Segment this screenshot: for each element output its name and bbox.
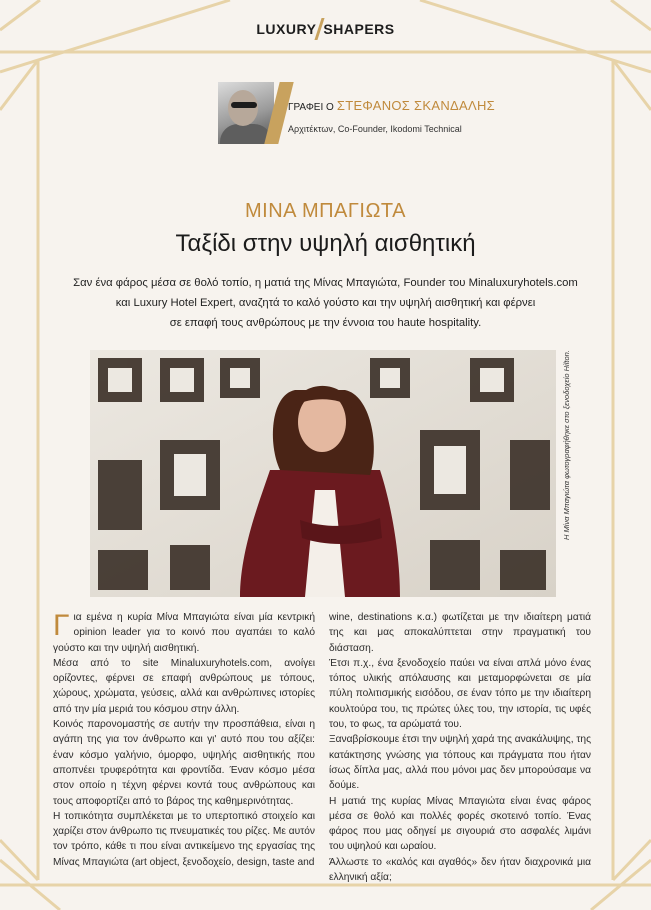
body-paragraph: Η τοπικότητα συμπλέκεται με το υπερτοπικό στοιχείο και χαρίζει στον άνθρωπο τις πνευματικές του ρίζες. Με αυτόν τον τρόπο, κάθε τι που είναι αντικείμενο της εργασίας της Μίνας Μπαγιώτα (art object, ξενοδοχείο, design, taste and <box>53 810 315 868</box>
body-paragraph <box>53 610 315 656</box>
body-paragraph: Κοινός παρονομαστής σε αυτήν την προσπάθεια, είναι η αγάπη της για τον άνθρωπο και γι' αυτό που του αξίζει: έναν κόσμο γαλήνιο, όμορφο, υψηλής αισθητικής που αποπνέει τρυφερότητα και φροντίδα. Έναν κόσμο μέσα στον οποίο η τέχνη φέρνει κοντά τους ανθρώπους και τους αποφορτίζει από το βάρος της καθημερινότητας. <box>53 719 315 807</box>
lede-line: Σαν ένα φάρος μέσα σε θολό τοπίο, η ματιά της Μίνας Μπαγιώτα, Founder του Minaluxuryhotels.com <box>73 277 578 289</box>
body-paragraph: Μέσα από το site Minaluxuryhotels.com, ανοίγει ορίζοντες, φέρνει σε επαφή ανθρώπους με τόπους, χώρους, χρώματα, γεύσεις, αλλά και ανθρώπινες ιστορίες από την μία μεριά του κόσμου στην άλλη. <box>53 657 315 715</box>
body-paragraph: wine, destinations κ.α.) φωτίζεται με την ιδιαίτερη ματιά της και μας αποκαλύπτεται στην πραγματική του διάσταση. <box>329 612 591 654</box>
photo-caption <box>552 350 572 597</box>
author-byline <box>218 82 498 146</box>
article-body <box>53 610 619 900</box>
drop-cap: Γ <box>53 609 70 642</box>
byline-prefix: ΓΡΑΦΕΙ Ο <box>288 102 334 113</box>
body-paragraph: Άλλωστε το «καλός και αγαθός» δεν ήταν διαχρονικά μια ελληνική αξία; <box>329 856 591 884</box>
right-column <box>329 610 591 885</box>
lede-line: σε επαφή τους ανθρώπους με την έννοια του haute hospitality. <box>169 317 482 329</box>
author-name-line <box>288 98 495 113</box>
paragraph-text: ια εμένα η κυρία Μίνα Μπαγιώτα είναι μία κεντρική opinion leader για το κοινό που αγαπάει το καλό γούστο και την υψηλή αισθητική. <box>53 612 315 654</box>
body-paragraph: Η ματιά της κυρίας Μίνας Μπαγιώτα είναι ένας φάρος μέσα σε θολό και πολλές φορές σκοτεινό τοπίο. Ένας φάρος που μας οδηγεί με σιγουριά στο ασφαλές λιμάνι του υψηλού και ωραίου. <box>329 795 591 853</box>
author-name: ΣΤΕΦΑΝΟΣ ΣΚΑΝΔΑΛΗΣ <box>336 98 495 113</box>
brand-right: SHAPERS <box>323 21 395 37</box>
article-title: Ταξίδι στην υψηλή αισθητική <box>175 230 476 257</box>
body-paragraph: Ξαναβρίσκουμε έτσι την υψηλή χαρά της ανακάλυψης, της κατάκτησης γνώσης για τόπους και πράγματα που ήταν ίσως δίπλα μας, αλλά που μόνοι μας δεν μπορούσαμε να δούμε. <box>329 734 591 792</box>
magazine-header <box>0 18 651 40</box>
author-role: Αρχιτέκτων, Co-Founder, Ikodomi Technical <box>288 124 462 134</box>
lede-line: και Luxury Hotel Expert, αναζητά το καλό γούστο και την υψηλή αισθητική και φέρνει <box>115 297 536 309</box>
article-kicker: ΜΙΝΑ ΜΠΑΓΙΩΤΑ <box>245 200 406 222</box>
brand-left: LUXURY <box>256 21 317 37</box>
photo-caption-text: Η Μίνα Μπαγιώτα φωτογραφήθηκε στο ξενοδοχείο Hilton. <box>562 350 571 540</box>
article-lede <box>60 273 591 333</box>
brand-logo <box>256 18 394 40</box>
left-column <box>53 610 315 870</box>
body-paragraph: Έτσι π.χ., ένα ξενοδοχείο παύει να είναι απλά μόνο ένας τόπος υλικής απόλαυσης και μεταμορφώνεται σε μία πύλη πολιτισμικής εισόδου, σε έναν τόπο με την ιδιαίτερη κουλτούρα του, τις πρώτες ύλες του, την ιστορία, τις υφές του, το φως, τα αρώματά του. <box>329 657 591 731</box>
feature-photo <box>90 350 556 597</box>
